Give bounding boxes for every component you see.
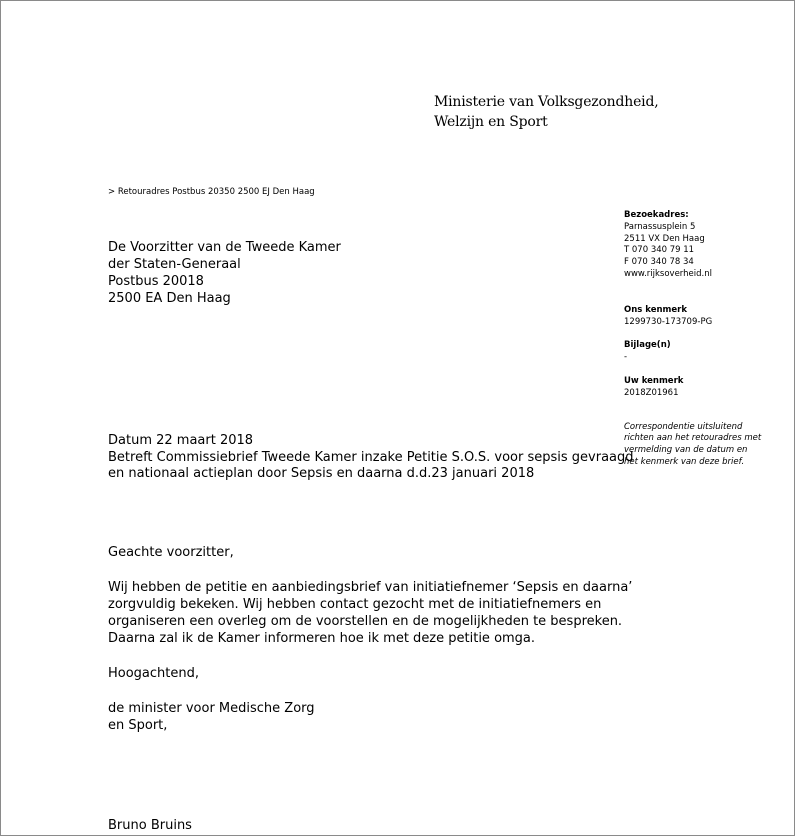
letter-sidebar [624,210,769,469]
title-line: de minister voor Medische Zorg [108,701,315,716]
salutation: Geachte voorzitter, [108,545,234,560]
recipient-line: 2500 EA Den Haag [108,291,231,306]
recipient-line: De Voorzitter van de Tweede Kamer [108,240,341,255]
signatory-title [108,700,608,734]
our-reference-value: 1299730-173709-PG [624,316,713,327]
paragraph-line: Wij hebben de petitie en aanbiedingsbrief van initiatiefnemer ‘Sepsis en daarna’ [108,580,633,595]
ministry-letterhead [434,92,658,132]
letter-body [108,544,633,752]
fax-number: F 070 340 78 34 [624,257,694,268]
visit-address-block [624,210,769,281]
subject-line-continued: en nationaal actieplan door Sepsis en daarna d.d.23 januari 2018 [108,466,535,481]
correspondence-note-block [624,422,769,469]
body-paragraph [108,579,633,647]
closing: Hoogachtend, [108,666,200,681]
attachments-value: - [624,352,628,363]
recipient-line: der Staten-Generaal [108,257,241,272]
paragraph-line: zorgvuldig bekeken. Wij hebben contact gezocht met de initiatiefnemers en [108,597,602,612]
visit-address-label: Bezoekadres: [624,210,689,220]
your-reference-value: 2018Z01961 [624,387,679,398]
website-link[interactable]: www.rijksoverheid.nl [624,268,712,279]
attachments-block [624,340,769,364]
attachments-label: Bijlage(n) [624,340,671,351]
correspondence-note: Correspondentie uitsluitend richten aan het retouradres met vermelding van de datum en het kenmerk van deze brief. [624,421,762,467]
subject-block [108,433,634,483]
our-reference-label: Ons kenmerk [624,304,688,315]
your-reference-label: Uw kenmerk [624,375,684,386]
visit-street: Parnassusplein 5 [624,221,696,232]
your-reference-block [624,376,769,400]
date-line: Datum 22 maart 2018 [108,433,254,448]
paragraph-line: organiseren een overleg om de voorstellen en de mogelijkheden te bespreken. [108,614,623,629]
return-address: > Retouradres Postbus 20350 2500 EJ Den Haag [108,187,315,197]
visit-city: 2511 VX Den Haag [624,233,705,244]
ministry-name-line1: Ministerie van Volksgezondheid, [434,94,659,110]
ministry-name-line2: Welzijn en Sport [434,114,548,130]
title-line: en Sport, [108,718,168,733]
paragraph-line: Daarna zal ik de Kamer informeren hoe ik met deze petitie omga. [108,631,536,646]
subject-line: Betreft Commissiebrief Tweede Kamer inzake Petitie S.O.S. voor sepsis gevraagd [108,449,634,465]
phone-number: T 070 340 79 11 [624,245,695,256]
signatory-name: Bruno Bruins [108,818,192,833]
recipient-line: Postbus 20018 [108,274,204,289]
recipient-address [108,239,341,307]
our-reference-block [624,305,769,329]
